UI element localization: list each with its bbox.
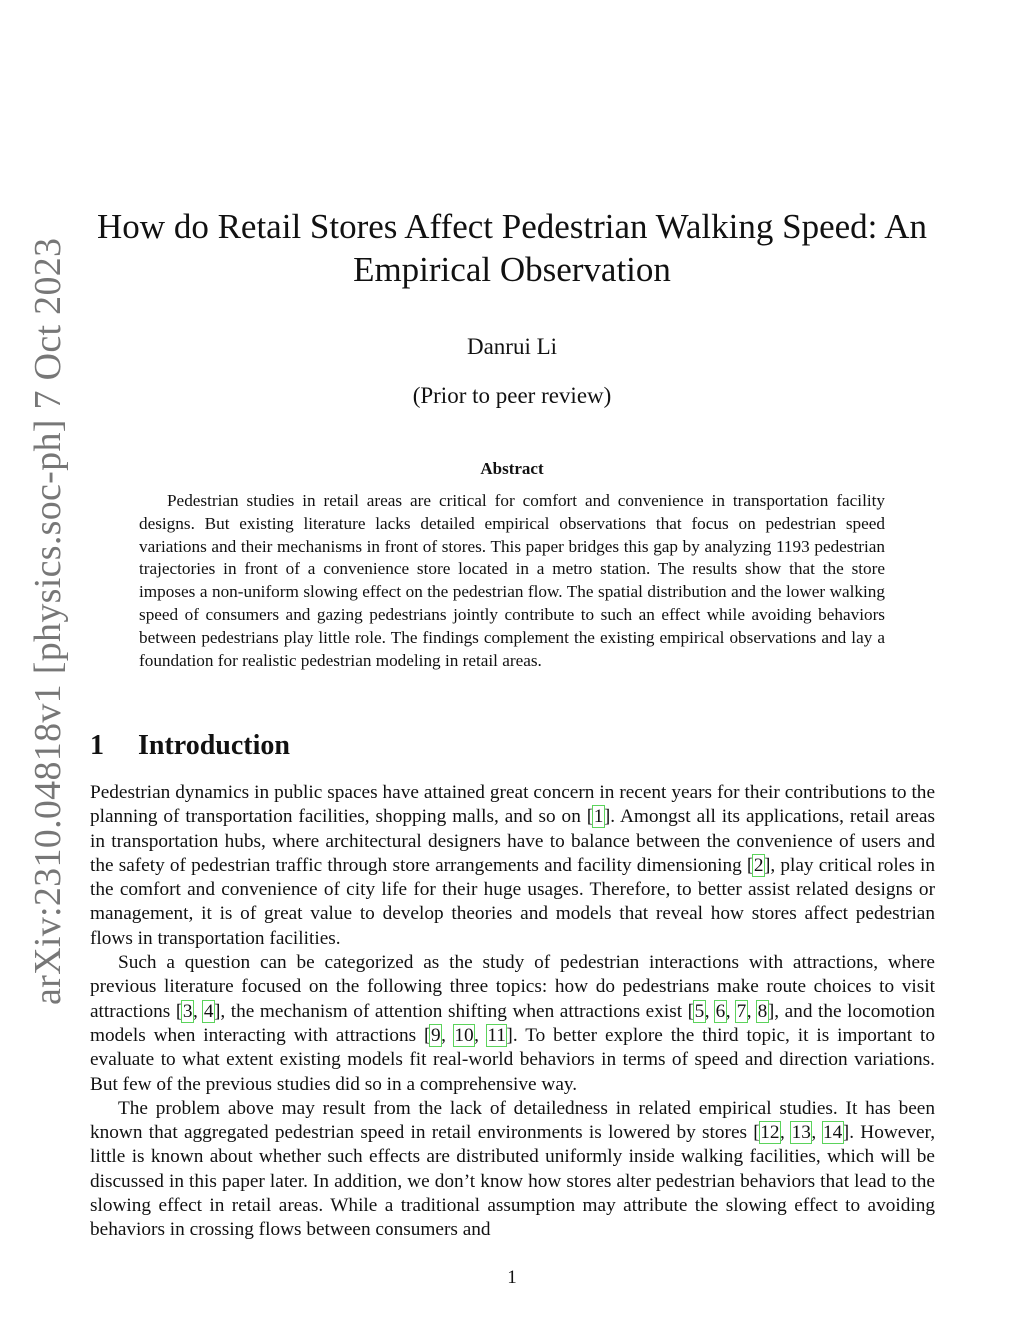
author-name: Danrui Li — [466, 334, 558, 359]
page-number: 1 — [507, 1267, 517, 1288]
paragraph-text: Such a question can be categorized as the study of pedestrian interactions with attractions, where previous literature focused on the following three topics: how do pedestrians make route choices to visit attractions — [90, 952, 935, 1022]
paragraph-2: Such a question can be categorized as the study of pedestrian interactions with attractions, where previous literature focused on the following three topics: how do pedestrians make route choices to visit attractions [3, 4], the mechanism of attention shifting when attractions exist [5, 6, 7, 8], and the locomotion models when interacting with attractions [9, 10, 11]. To better explore the third topic, it is important to evaluate to what extent existing models fit real-world behaviors in terms of speed and direction variations. But few of the previous studies did so in a comprehensive way. — [90, 952, 936, 1095]
introduction-body — [90, 781, 935, 1243]
paragraph-text: , the mechanism of attention shifting when attractions exist — [220, 1000, 688, 1022]
abstract-heading: Abstract — [480, 459, 544, 478]
paragraph-text: , play critical roles in the comfort and convenience of city life for their huge usages. Therefore, to better assist related designs or management, it is of great value to develop theories and models that reveal how stores affect pedestrian flows in transportation facilities. — [90, 854, 935, 949]
citation-link[interactable]: 5 — [694, 1000, 705, 1022]
citation-link[interactable]: 12 — [760, 1122, 780, 1144]
review-status-note: (Prior to peer review) — [412, 383, 612, 408]
citation-link[interactable]: 14 — [823, 1122, 843, 1144]
abstract-text: Pedestrian studies in retail areas are critical for comfort and convenience in transportation facility designs. But existing literature lacks detailed empirical observations that focus on pedestrian speed variations and their mechanisms in front of stores. This paper bridges this gap by analyzing 1193 pedestrian trajectories in front of a convenience store located in a metro station. The results show that the store imposes a non-uniform slowing effect on the pedestrian flow. The spatial distribution and the lower walking speed of consumers and gazing pedestrians jointly contribute to such an effect while avoiding behaviors between pedestrians play little role. The findings complement the existing empirical observations and lay a foundation for realistic pedestrian modeling in retail areas. — [139, 491, 885, 670]
citation-link[interactable]: 6 — [715, 1000, 726, 1022]
citation-link[interactable]: 11 — [487, 1024, 506, 1046]
citation-link[interactable]: 9 — [430, 1024, 441, 1046]
citation-link[interactable]: 4 — [203, 1000, 214, 1022]
section-title: Introduction — [138, 730, 290, 761]
paragraph-text: . To better explore the third topic, it is important to evaluate to what extent existing models fit real-world behaviors in terms of speed and direction variations. But few of the previous studies did so in a comprehensive way. — [90, 1024, 936, 1095]
citation-link[interactable]: 8 — [757, 1000, 768, 1022]
paragraph-text: The problem above may result from the lack of detailedness in related empirical studies. It has been known that aggregated pedestrian speed in retail environments is lowered by stores — [90, 1097, 935, 1144]
paragraph-text: , and the locomotion models when interacting with attractions — [90, 1000, 935, 1046]
citation-link[interactable]: 7 — [736, 1000, 747, 1022]
paragraph-text: . Amongst all its applications, retail areas in transportation hubs, where architectural designers have to balance between the convenience of users and the safety of pedestrian traffic through store arrangements and facility dimensioning — [90, 806, 935, 876]
citation-link[interactable]: 13 — [791, 1122, 811, 1144]
paragraph-1: Pedestrian dynamics in public spaces have attained great concern in recent years for their contributions to the planning of transportation facilities, shopping malls, and so on [1]. Amongst all its applications, retail areas in transportation hubs, where architectural designers have to balance between the convenience of users and the safety of pedestrian traffic through store arrangements and facility dimensioning [2], play critical roles in the comfort and convenience of city life for their huge usages. Therefore, to better assist related designs or management, it is of great value to develop theories and models that reveal how stores affect pedestrian flows in transportation facilities. — [90, 782, 935, 949]
section-number: 1 — [90, 730, 104, 761]
paragraph-text: . However, little is known about whether such effects are distributed uniformly inside walking facilities, which will be discussed in this paper later. In addition, we don’t know how stores alter pedestrian behaviors that lead to the slowing effect in retail areas. While a traditional assumption may attribute the slowing effect to avoiding behaviors in crossing flows between consumers and — [90, 1122, 936, 1241]
citation-link[interactable]: 3 — [182, 1000, 193, 1022]
citation-link[interactable]: 10 — [454, 1024, 474, 1046]
arxiv-identifier-stamp: arXiv:2310.04818v1 [physics.soc-ph] 7 Oct 2023 — [27, 237, 69, 1005]
citation-link[interactable]: 1 — [593, 806, 604, 828]
citation-link[interactable]: 2 — [753, 854, 764, 876]
paragraph-3: The problem above may result from the lack of detailedness in related empirical studies. It has been known that aggregated pedestrian speed in retail environments is lowered by stores [12, 13, 14]. However, little is known about whether such effects are distributed uniformly inside walking facilities, which will be discussed in this paper later. In addition, we don’t know how stores alter pedestrian behaviors that lead to the slowing effect in retail areas. While a traditional assumption may attribute the slowing effect to avoiding behaviors in crossing flows between consumers and — [90, 1097, 936, 1241]
section-heading-introduction — [90, 728, 790, 764]
paper-title: How do Retail Stores Affect Pedestrian Walking Speed: An Empirical Observation — [97, 207, 927, 289]
paragraph-text: Pedestrian dynamics in public spaces have attained great concern in recent years for their contributions to the planning of transportation facilities, shopping malls, and so on — [90, 782, 935, 828]
